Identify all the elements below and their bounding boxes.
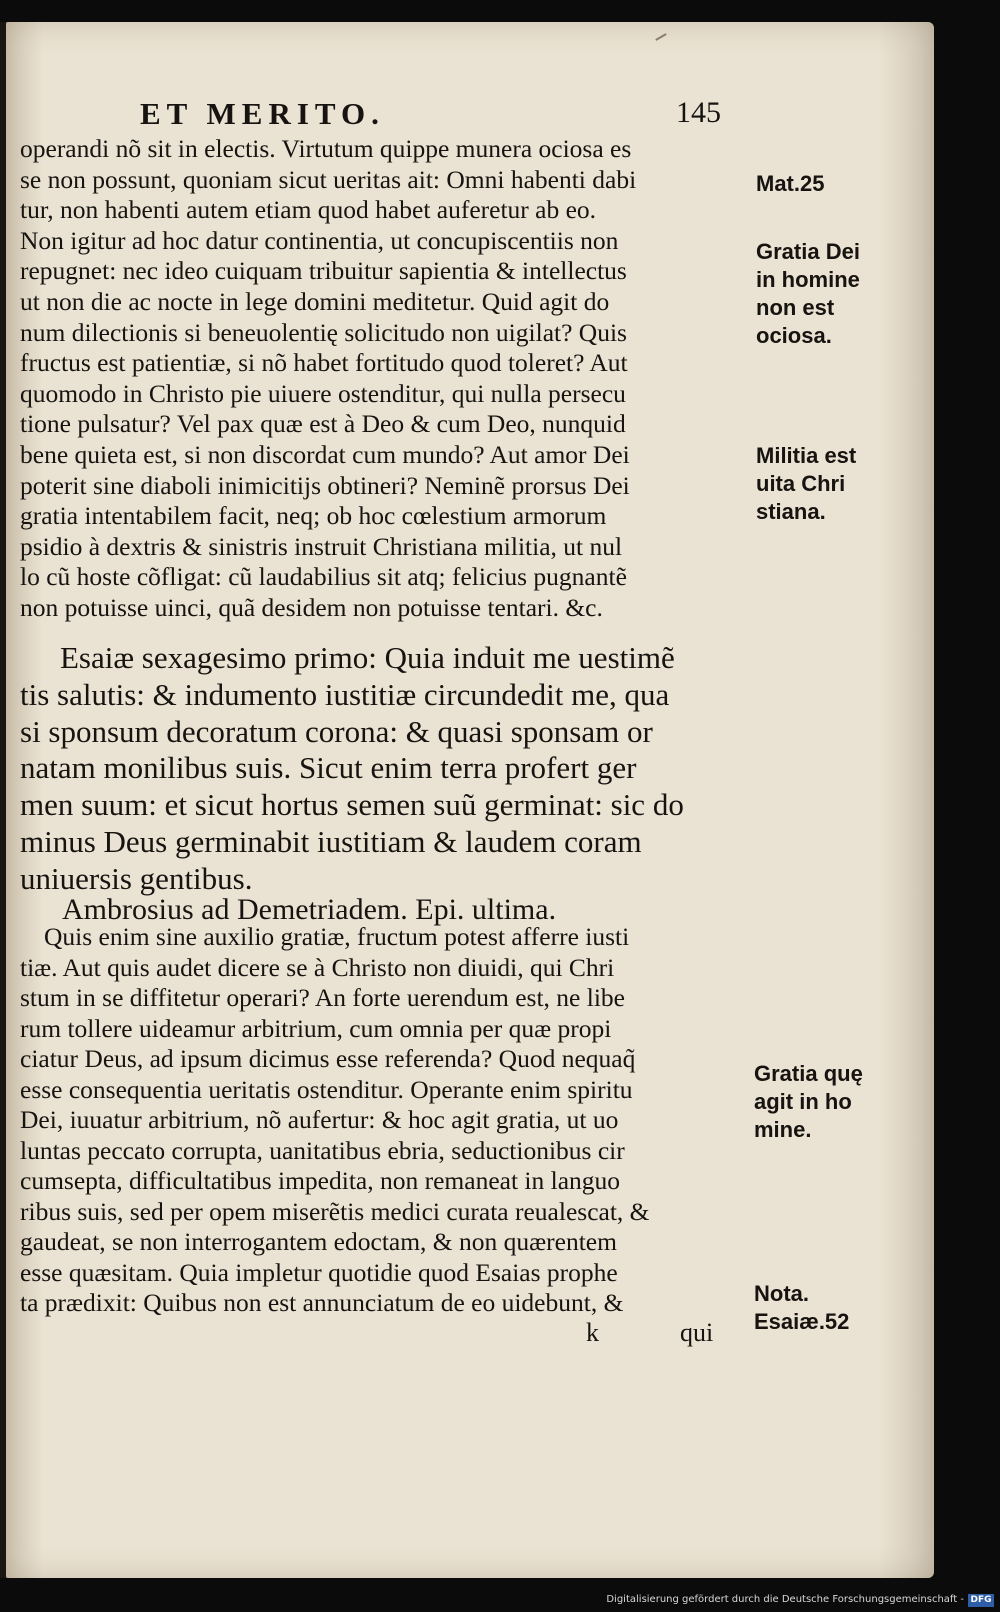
text-line: Esaiæ sexagesimo primo: Quia induit me uestimẽ [60, 640, 675, 675]
text-line: fructus est patientiæ, si nõ habet fortitudo quod toleret? Aut [20, 348, 628, 378]
text-line: repugnet: nec ideo cuiquam tribuitur sapientia & intellectus [20, 256, 627, 286]
heading-line: Ambrosius ad Demetriadem. Epi. ultima. [62, 893, 557, 926]
text-line: tiæ. Aut quis audet dicere se à Christo non diuidi, qui Chri [20, 952, 615, 982]
text-line: esse consequentia ueritatis ostenditur. Operante enim spiritu [20, 1074, 633, 1104]
margin-note-gratia-que [754, 1060, 863, 1144]
text-line: tione pulsatur? Vel pax quæ est à Deo & cum Deo, nunquid [20, 409, 626, 439]
margin-note-line: agit in ho [754, 1089, 852, 1114]
text-line: si sponsum decoratum corona: & quasi sponsam or [20, 713, 653, 749]
margin-note-line: Gratia Dei [756, 239, 860, 264]
margin-note-line: in homine [756, 267, 860, 292]
text-line: cumsepta, difficultatibus impedita, non remaneat in languo [20, 1166, 621, 1195]
text-line: tis salutis: & indumento iustitiæ circundedit me, qua [20, 676, 670, 712]
text-line: ciatur Deus, ad ipsum dicimus esse referenda? Quod nequaq̃ [20, 1044, 636, 1073]
margin-note-mat [756, 170, 824, 198]
text-line: natam monilibus suis. Sicut enim terra profert ger [20, 750, 637, 786]
margin-note-militia [756, 442, 856, 526]
margin-note-nota [754, 1280, 849, 1336]
text-line: gaudeat, se non interrogantem edoctam, & non quærentem [20, 1227, 617, 1256]
text-line: rum tollere uideamur arbitrium, cum omnia per quæ propi [20, 1013, 612, 1043]
margin-note-line: Mat.25 [756, 171, 825, 196]
margin-note-line: stiana. [756, 499, 826, 524]
paragraph-1 [20, 134, 748, 624]
text-line: esse quæsitam. Quia impletur quotidie quod Esaias prophe [20, 1257, 618, 1287]
margin-note-line: ociosa. [756, 323, 832, 348]
margin-note-line: Nota. [754, 1281, 809, 1306]
text-line: tur, non habenti autem etiam quod habet auferetur ab eo. [20, 195, 597, 225]
paragraph-3 [20, 922, 748, 1319]
text-line: operandi nõ sit in electis. Virtutum quippe munera ociosa es [20, 134, 632, 163]
text-line: se non possunt, quoniam sicut ueritas ait: Omni habenti dabi [20, 164, 637, 194]
text-line: lo cũ hoste cõfligat: cũ laudabilius sit atq; felicius pugnantẽ [20, 562, 627, 592]
paragraph-2 [20, 640, 748, 898]
text-line: Dei, iuuatur arbitrium, nõ aufertur: & hoc agit gratia, ut uo [20, 1105, 619, 1134]
margin-note-line: non est [756, 295, 835, 320]
signature-mark: k [586, 1318, 599, 1347]
text-line: Quis enim sine auxilio gratiæ, fructum potest afferre iusti [44, 922, 630, 951]
text-line: num dilectionis si beneuolentię solicitudo non uigilat? Quis [20, 317, 627, 347]
text-line: psidio à dextris & sinistris instruit Christiana militia, ut nul [20, 531, 623, 561]
text-line: ta prædixit: Quibus non est annunciatum de eo uidebunt, & [20, 1288, 624, 1317]
text-line: luntas peccato corrupta, uanitatibus ebria, seductionibus cir [20, 1135, 625, 1165]
margin-note-line: mine. [754, 1117, 812, 1142]
text-line: ut non die ac nocte in lege domini meditetur. Quid agit do [20, 286, 610, 316]
text-line: minus Deus germinabit iustitiam & laudem coram [20, 823, 642, 859]
margin-note-line: uita Chri [756, 471, 846, 496]
text-line: bene quieta est, si non discordat cum mundo? Aut amor Dei [20, 439, 630, 469]
text-line: uniuersis gentibus. [20, 860, 253, 896]
text-line: non potuisse uinci, quã desidem non potuisse tentari. &c. [20, 592, 603, 622]
running-head: ET MERITO. [140, 96, 385, 131]
dfg-logo: DFG [968, 1594, 994, 1607]
text-line: poterit sine diaboli inimicitijs obtineri? Neminẽ prorsus Dei [20, 470, 630, 500]
margin-note-line: Esaiæ.52 [754, 1309, 850, 1334]
catchword: qui [680, 1318, 714, 1347]
text-line: Non igitur ad hoc datur continentia, ut concupiscentiis non [20, 225, 619, 255]
text-line: stum in se diffitetur operari? An forte uerendum est, ne libe [20, 983, 625, 1012]
digitization-credit: Digitalisierung gefördert durch die Deutsche Forschungsgemeinschaft - [606, 1594, 964, 1605]
text-line: men suum: et sicut hortus semen suũ germinat: sic do [20, 787, 684, 823]
text-line: quomodo in Christo pie uiuere ostenditur, qui nulla persecu [20, 378, 626, 408]
margin-note-gratia-dei [756, 238, 860, 350]
margin-note-line: Gratia quę [754, 1061, 863, 1086]
text-line: ribus suis, sed per opem miserẽtis medici curata reualescat, & [20, 1196, 650, 1226]
page-number: 145 [676, 96, 721, 129]
margin-note-line: Militia est [756, 443, 857, 468]
text-line: gratia intentabilem facit, neq; ob hoc cœlestium armorum [20, 501, 607, 531]
